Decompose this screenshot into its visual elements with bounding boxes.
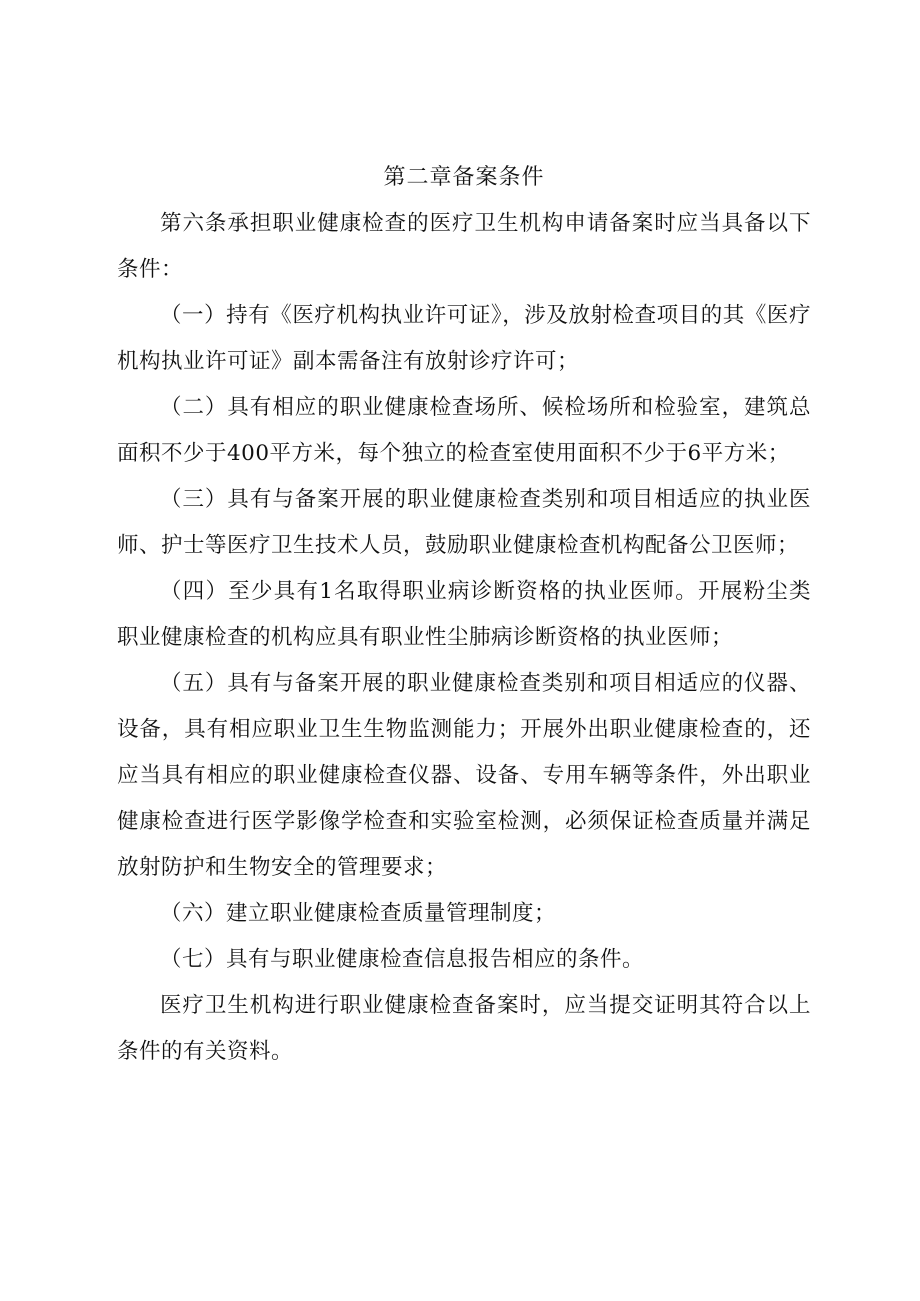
condition-3: （三）具有与备案开展的职业健康检查类别和项目相适应的执业医师、护士等医疗卫生技术人员，鼓励职业健康检查机构配备公卫医师； <box>117 487 811 558</box>
condition-5: （五）具有与备案开展的职业健康检查类别和项目相适应的仪器、设备，具有相应职业卫生生物监测能力；开展外出职业健康检查的，还应当具有相应的职业健康检查仪器、设备、专用车辆等条件，外出职业健康检查进行医学影像学检查和实验室检测，必须保证检查质量并满足放射防护和生物安全的管理要求； <box>117 671 811 880</box>
condition-7: （七）具有与职业健康检查信息报告相应的条件。 <box>160 947 645 972</box>
document-body <box>117 155 811 1075</box>
chapter-title: 第二章备案条件 <box>383 165 545 190</box>
article-6-intro: 第六条承担职业健康检查的医疗卫生机构申请备案时应当具备以下条件： <box>117 211 811 282</box>
condition-4: （四）至少具有1名取得职业病诊断资格的执业医师。开展粉尘类职业健康检查的机构应具有职业性尘肺病诊断资格的执业医师； <box>117 579 811 650</box>
condition-6: （六）建立职业健康检查质量管理制度； <box>160 901 557 926</box>
condition-1: （一）持有《医疗机构执业许可证》，涉及放射检查项目的其《医疗机构执业许可证》副本需备注有放射诊疗许可； <box>117 303 811 374</box>
filing-materials-note: 医疗卫生机构进行职业健康检查备案时，应当提交证明其符合以上条件的有关资料。 <box>117 993 811 1064</box>
condition-2: （二）具有相应的职业健康检查场所、候检场所和检验室，建筑总面积不少于400平方米，每个独立的检查室使用面积不少于6平方米； <box>117 395 811 466</box>
